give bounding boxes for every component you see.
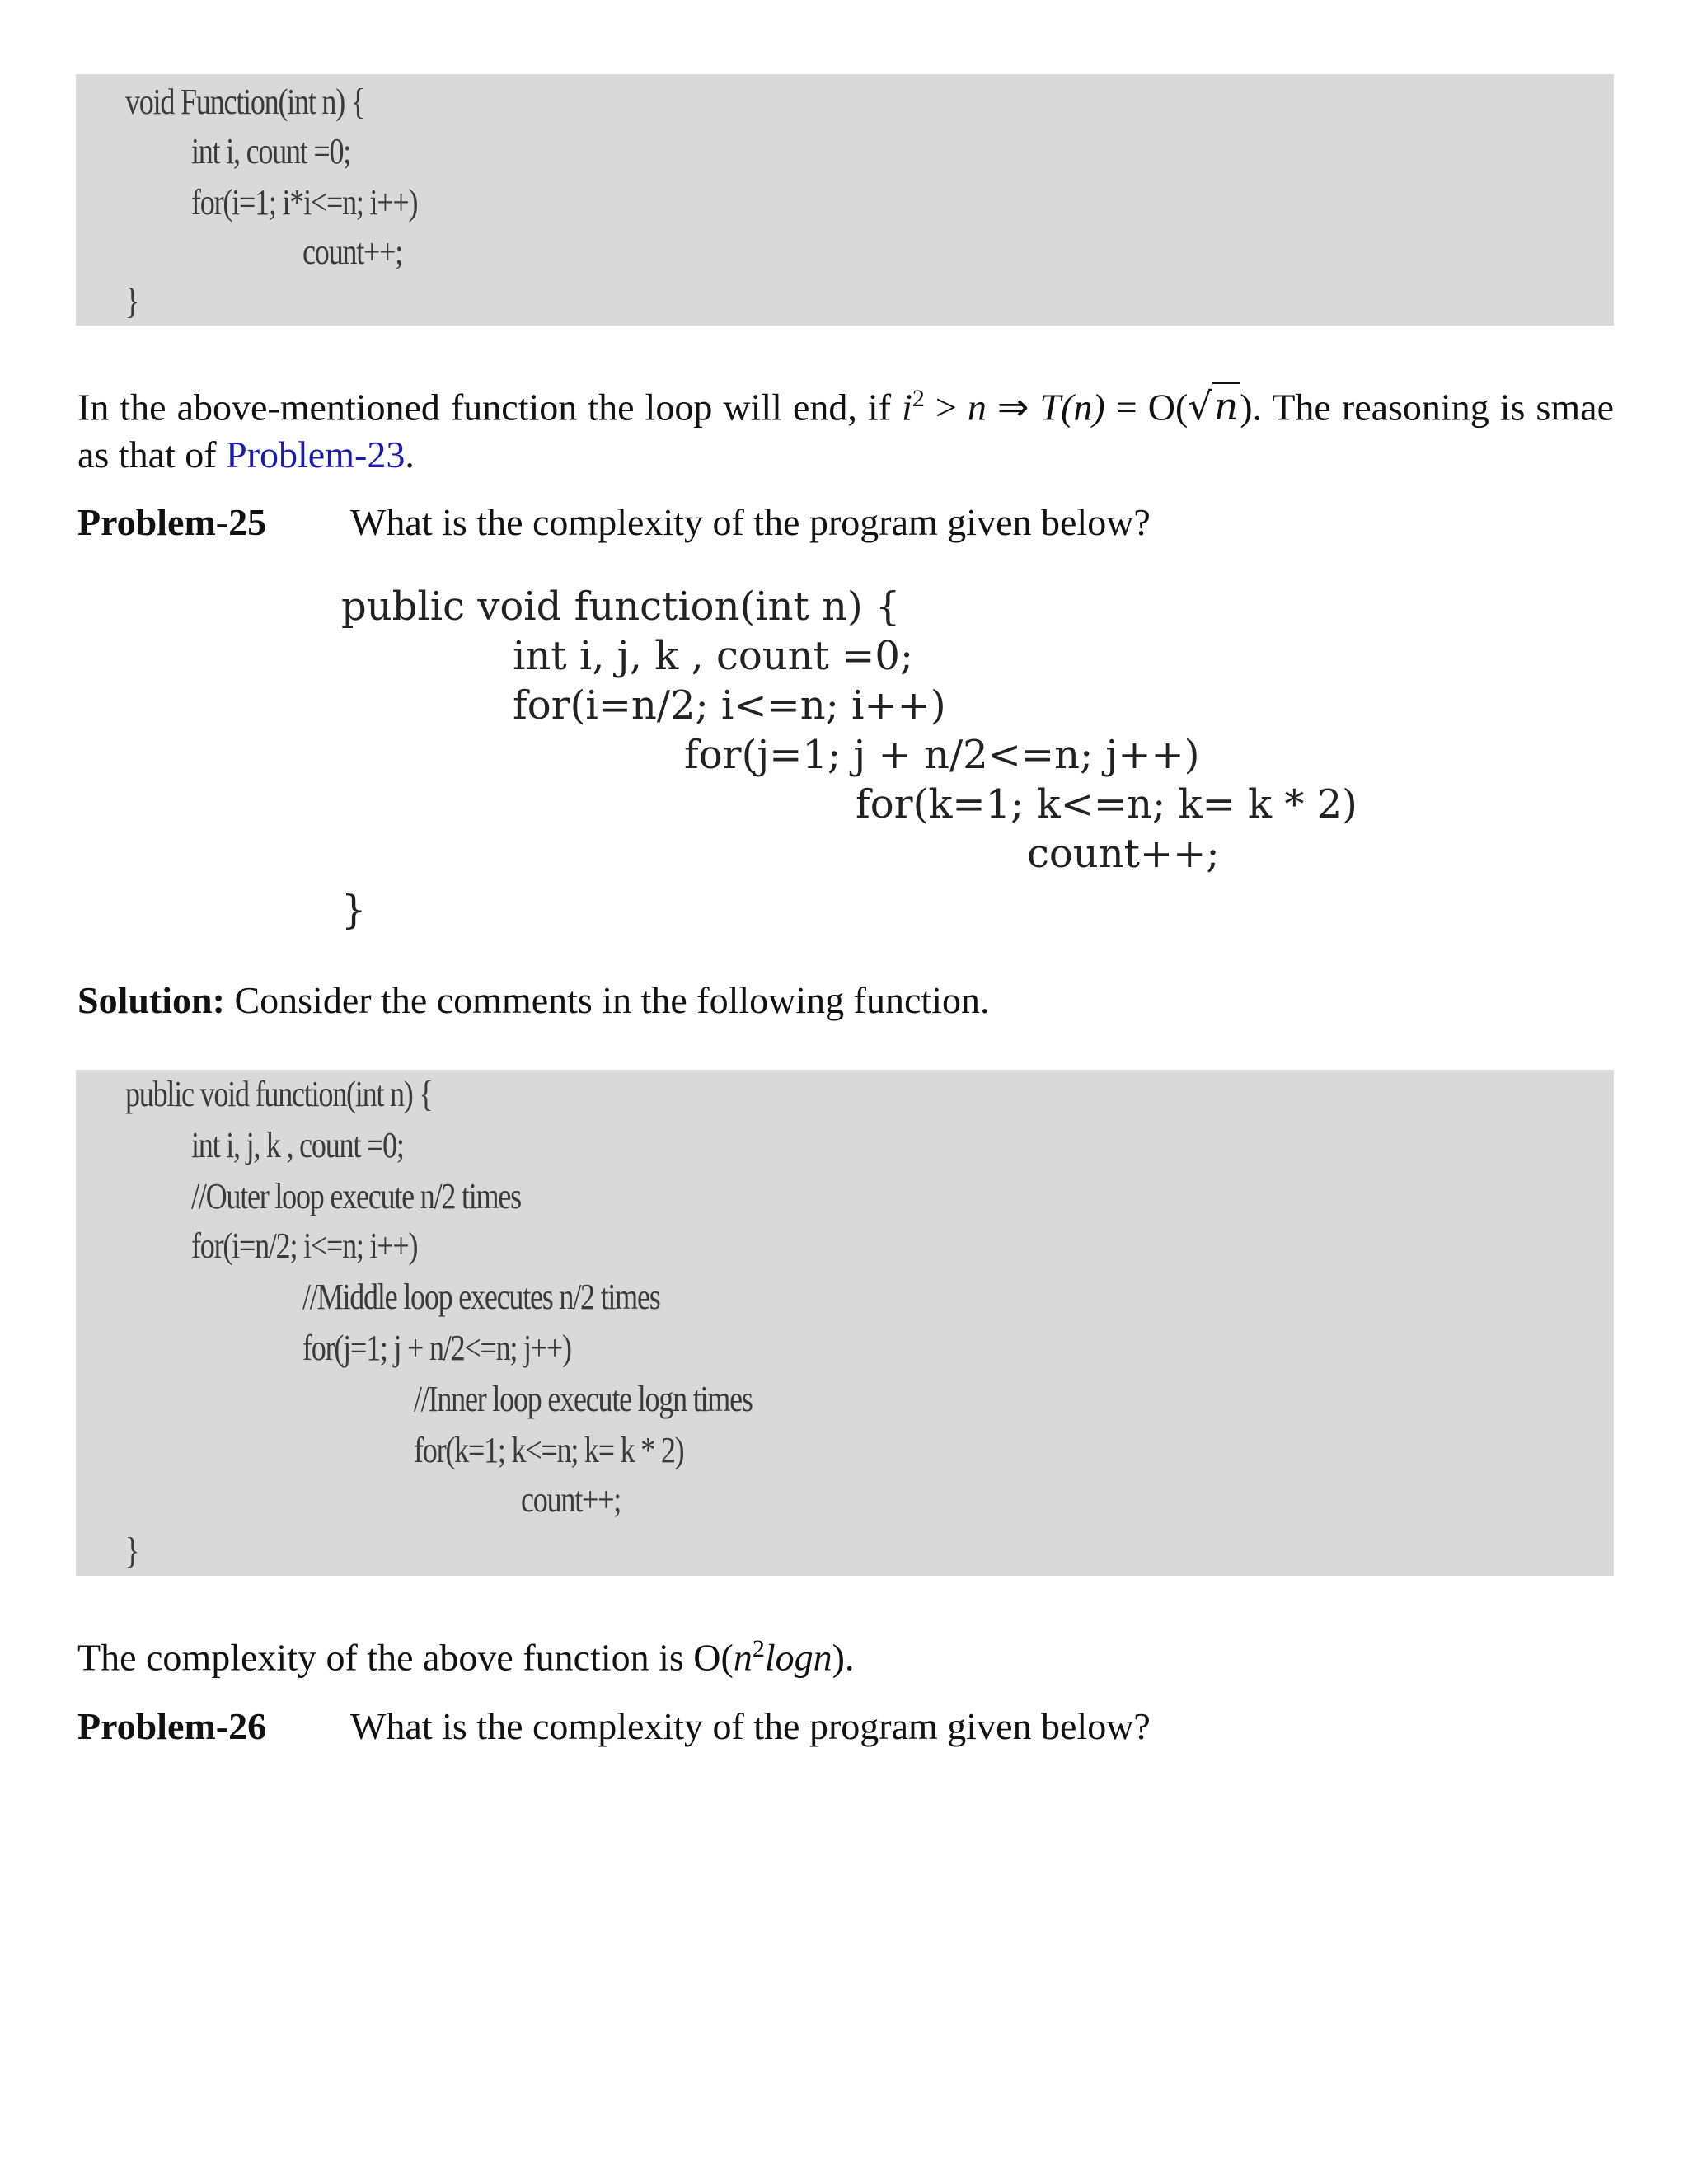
- code-line: //Inner loop execute logn times: [414, 1379, 753, 1419]
- code-line: for(i=n/2; i<=n; i++): [191, 1226, 418, 1266]
- explanation-paragraph: [77, 375, 1614, 479]
- code-line: for(i=1; i*i<=n; i++): [191, 182, 418, 223]
- code-line: for(i=n/2; i<=n; i++): [513, 682, 946, 729]
- code-line: //Middle loop executes n/2 times: [302, 1277, 660, 1317]
- code-line: count++;: [1027, 831, 1220, 877]
- implies-arrow: ⇒: [986, 386, 1040, 429]
- code-line: }: [125, 281, 139, 321]
- code-line: }: [341, 887, 367, 933]
- complexity-text: The complexity of the above function is O(: [77, 1636, 734, 1679]
- t-of-n: T(n): [1039, 386, 1105, 429]
- solution-text: Consider the comments in the following function.: [224, 979, 990, 1021]
- sqrt-argument: n: [1213, 384, 1239, 429]
- paragraph-text: In the above-mentioned function the loop will end, if: [77, 386, 903, 429]
- paragraph-text: = O(: [1104, 386, 1189, 429]
- complexity-statement: [77, 1625, 1614, 1681]
- code-line: int i, j, k , count =0;: [191, 1125, 404, 1165]
- problem-26-question: What is the complexity of the program given below?: [350, 1705, 1151, 1747]
- code-line: for(j=1; j + n/2<=n; j++): [302, 1328, 571, 1368]
- code-line: for(j=1; j + n/2<=n; j++): [684, 732, 1200, 778]
- code-line: int i, j, k , count =0;: [513, 633, 914, 679]
- code-line: //Outer loop execute n/2 times: [191, 1176, 521, 1216]
- paragraph-text: .: [405, 434, 415, 476]
- code-line: for(k=1; k<=n; k= k * 2): [414, 1430, 684, 1470]
- var-n: n: [967, 386, 987, 429]
- problem-25-question: What is the complexity of the program given below?: [350, 501, 1151, 543]
- paragraph-text: >: [924, 386, 968, 429]
- sqrt-symbol: √: [1188, 384, 1212, 429]
- code-line: int i, count =0;: [191, 131, 351, 171]
- var-n: n: [733, 1636, 753, 1679]
- code-line: count++;: [302, 232, 403, 272]
- code-line: void Function(int n) {: [125, 82, 364, 122]
- paragraph-text: ). The reasoning is smae as that of: [77, 386, 1614, 476]
- code-line: public void function(int n) {: [125, 1074, 433, 1114]
- code-line: public void function(int n) {: [341, 583, 901, 630]
- superscript-2: 2: [752, 1635, 765, 1662]
- solution-paragraph: [77, 977, 1614, 1024]
- complexity-text: ).: [832, 1636, 855, 1679]
- solution-label: Solution:: [77, 979, 225, 1021]
- logn: logn: [764, 1636, 832, 1679]
- code-line: }: [125, 1530, 139, 1571]
- code-block-1: [76, 74, 1614, 326]
- problem-23-link[interactable]: Problem-23: [226, 434, 406, 476]
- code-line: count++;: [521, 1479, 621, 1520]
- var-i: i: [902, 386, 912, 429]
- problem-25-label: Problem-25: [77, 501, 267, 543]
- superscript-2: 2: [912, 385, 925, 412]
- code-line: for(k=1; k<=n; k= k * 2): [856, 781, 1357, 827]
- sqrt-n: [1188, 382, 1240, 430]
- code-block-2: [76, 1070, 1614, 1576]
- problem-26-label: Problem-26: [77, 1705, 267, 1747]
